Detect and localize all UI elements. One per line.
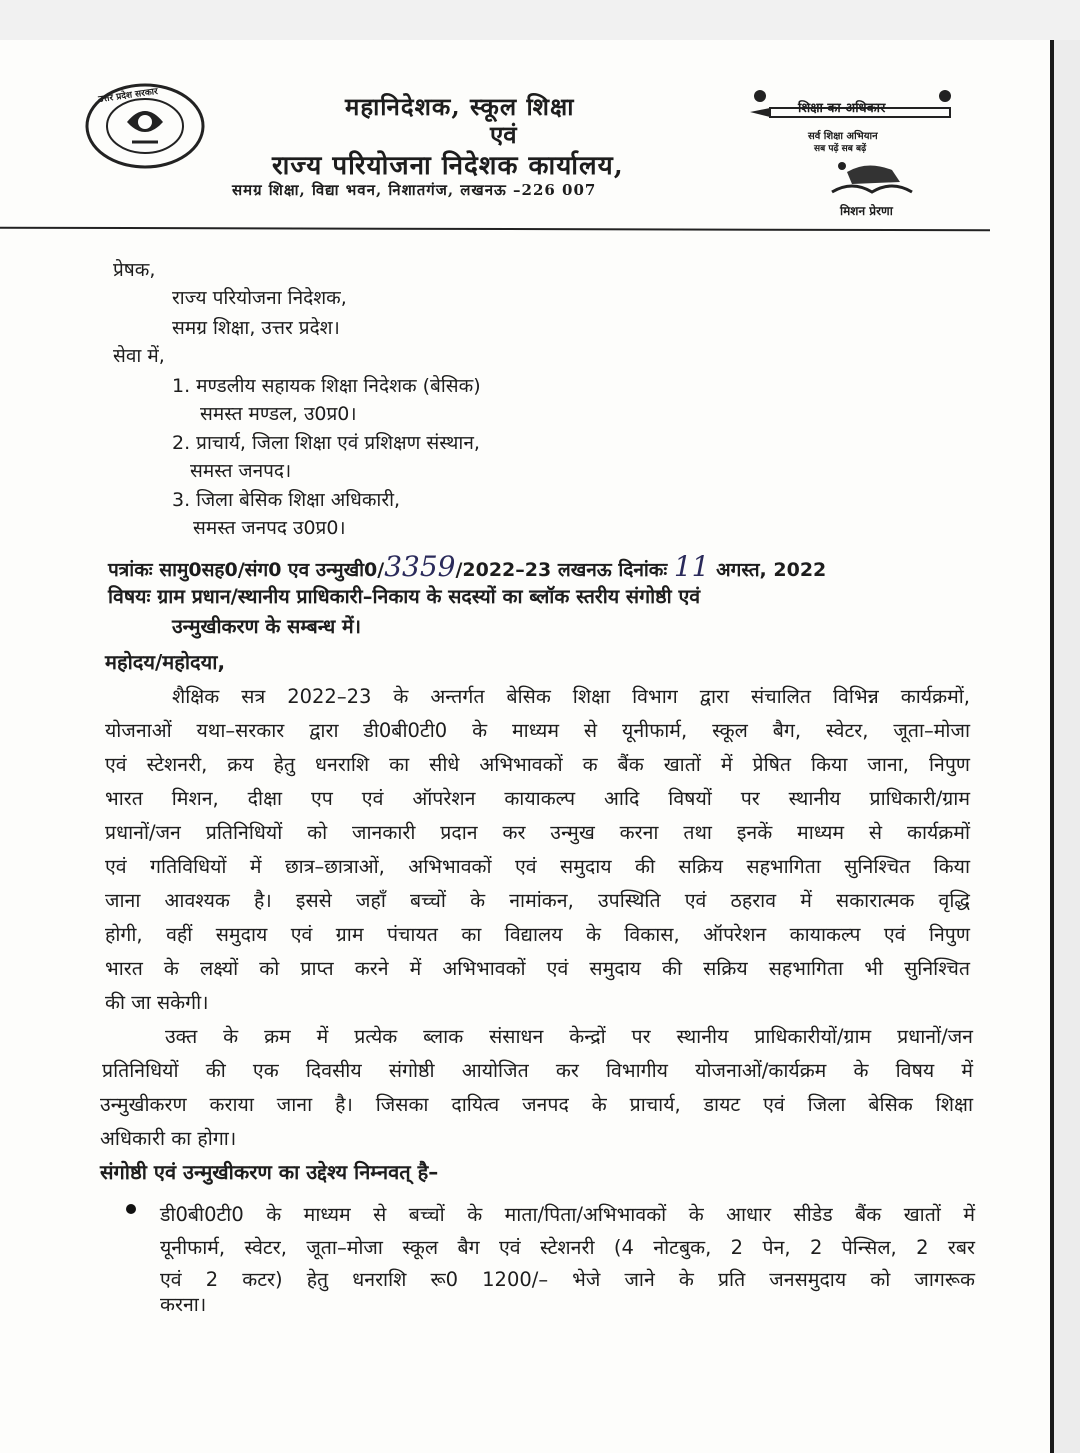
mission-prerna-text: मिशन प्रेरणा [840, 204, 893, 218]
bullet-icon [126, 1204, 136, 1214]
sender-label: प्रेषक, [113, 259, 156, 281]
recipient-2a: 2. प्राचार्य, जिला शिक्षा एवं प्रशिक्षण संस्थान, [172, 432, 480, 454]
recipient-2b: समस्त जनपद। [190, 460, 292, 482]
mission-prerna-logo-icon [822, 152, 922, 202]
para1-line: भारत मिशन, दीक्षा एप एवं ऑपरेशन कायाकल्प आदि विषयों पर स्थानीय प्राधिकारी/ग्राम [105, 787, 970, 810]
subject-line-1: विषयः ग्राम प्रधान/स्थानीय प्राधिकारी–निकाय के सदस्यों का ब्लॉक स्तरीय संगोष्ठी एवं [108, 585, 701, 608]
para1-line: जाना आवश्यक है। इससे जहॉं बच्चों के नामांकन, उपस्थिति एवं ठहराव में सकारात्मक वृद्धि [105, 889, 970, 912]
para1-line: एवं स्टेशनरी, क्रय हेतु धनराशि का सीधे अभिभावकों क बैंक खातों में प्रेषित किया जाना, निपुण [105, 753, 970, 776]
reference-month-year: अगस्त, 2022 [716, 559, 827, 581]
reference-prefix: पत्रांकः सामु0सह0/संग0 एव उन्मुखी0/ [108, 559, 385, 581]
para1-line: योजनाओं यथा–सरकार द्वारा डी0बी0टी0 के माध्यम से यूनीफार्म, स्कूल बैग, स्वेटर, जूता–मोजा [105, 719, 970, 742]
rte-logo-text: शिक्षा का अधिकार [798, 101, 886, 116]
recipient-3b: समस्त जनपद उ0प्र0। [193, 517, 346, 539]
para1-line: प्रधानों/जन प्रतिनिधियों को जानकारी प्रदान कर उन्मुख करना तथा इनकें माध्यम से कार्यक्रमों [105, 821, 970, 844]
bullet-line: एवं 2 कटर) हेतु धनराशि रू0 1200/– भेजे जाने के प्रति जनसमुदाय को जागरूक [160, 1268, 975, 1291]
ssa-tagline: सब पढ़ें सब बढ़ें [814, 144, 867, 154]
reference-suffix: /2022–23 लखनऊ दिनांकः [455, 559, 668, 581]
header-line-3: राज्य परियोजना निदेशक कार्यालय, [272, 151, 624, 181]
header-line-1: महानिदेशक, स्कूल शिक्षा [345, 92, 575, 121]
objective-heading: संगोष्ठी एवं उन्मुखीकरण का उद्देश्य निम्नवत् है– [100, 1160, 439, 1184]
subject-line-2: उन्मुखीकरण के सम्बन्ध में। [172, 615, 362, 638]
letter-number-handwritten: 3359 [384, 550, 456, 583]
background-strip [0, 0, 1080, 40]
recipient-1b: समस्त मण्डल, उ0प्र0। [200, 403, 357, 425]
salutation: महोदय/महोदया, [105, 650, 226, 674]
emblem-text: उत्तर प्रदेश सरकार [97, 86, 159, 106]
para1-line: शैक्षिक सत्र 2022–23 के अन्तर्गत बेसिक शिक्षा विभाग द्वारा संचालित विभिन्न कार्यक्रमों, [172, 685, 970, 708]
header-address: समग्र शिक्षा, विद्या भवन, निशातगंज, लखनऊ –226 007 [232, 181, 597, 199]
recipient-1a: 1. मण्डलीय सहायक शिक्षा निदेशक (बेसिक) [172, 375, 481, 397]
sender-line-1: राज्य परियोजना निदेशक, [172, 287, 347, 309]
header-line-2: एवं [490, 120, 517, 149]
para2-line: उक्त के क्रम में प्रत्येक ब्लाक संसाधन केन्द्रों पर स्थानीय प्राधिकारीयों/ग्राम प्रधानों/जन [165, 1025, 973, 1048]
para2-line: उन्मुखीकरण कराया जाना है। जिसका दायित्व जनपद के प्राचार्य, डायट एवं जिला बेसिक शिक्षा [100, 1093, 973, 1116]
bullet-line: करना। [160, 1293, 207, 1316]
para2-line: अधिकारी का होगा। [100, 1127, 237, 1150]
para1-line: की जा सकेगी। [105, 991, 209, 1014]
reference-line [108, 550, 826, 583]
para2-line: प्रतिनिधियों की एक दिवसीय संगोष्ठी आयोजित कर विभागीय योजनाओं/कार्यक्रम के विषय में [102, 1059, 973, 1082]
para1-line: होगी, वहीं समुदाय एवं ग्राम पंचायत का विद्यालय के विकास, ऑपरेशन कायाकल्प एवं निपुण [105, 923, 970, 946]
para1-line: भारत के लक्ष्यों को प्राप्त करने में अभिभावकों एवं समुदाय की सक्रिय सहभागिता भी सुनिश्चित [105, 957, 970, 980]
bullet-line: डी0बी0टी0 के माध्यम से बच्चों के माता/पिता/अभिभावकों के आधार सीडेड बैंक खातों में [160, 1203, 975, 1226]
ssa-logo-text: सर्व शिक्षा अभियान [808, 131, 878, 142]
sender-line-2: समग्र शिक्षा, उत्तर प्रदेश। [172, 317, 340, 339]
date-day-handwritten: 11 [673, 550, 710, 583]
recipient-3a: 3. जिला बेसिक शिक्षा अधिकारी, [172, 489, 401, 511]
bullet-line: यूनीफार्म, स्वेटर, जूता–मोजा स्कूल बैग एवं स्टेशनरी (4 नोटबुक, 2 पेन, 2 पेन्सिल, 2 रबर [160, 1236, 975, 1259]
recipient-label: सेवा में, [113, 345, 165, 367]
para1-line: एवं गतिविधियों में छात्र–छात्राओं, अभिभावकों एवं समुदाय की सक्रिय सहभागिता सुनिश्चित किया [105, 855, 970, 878]
